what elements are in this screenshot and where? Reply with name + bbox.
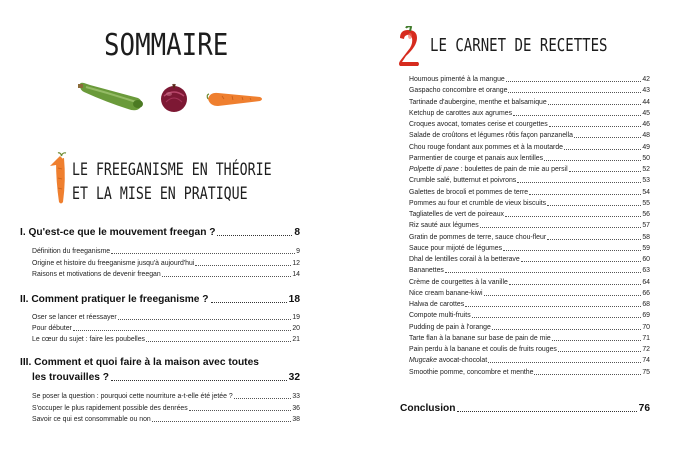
recipe-label-italic: Polpette di pane	[409, 166, 459, 173]
vegetables-illustration	[72, 78, 272, 114]
toc-leader-dots	[549, 126, 642, 127]
toc-leader-dots	[574, 137, 641, 138]
recipe-label: Pudding de pain à l'orange	[409, 323, 491, 331]
toc-section-2[interactable]	[20, 293, 300, 306]
recipe-page-number: 59	[642, 244, 650, 252]
toc-leader-dots	[558, 351, 641, 352]
toc-page-number: 21	[292, 336, 300, 343]
recipe-page-number: 71	[642, 334, 650, 342]
toc-leader-dots	[508, 92, 641, 93]
recipe-item[interactable]	[409, 345, 650, 354]
toc-leader-dots	[211, 302, 287, 303]
recipe-item[interactable]	[409, 188, 650, 197]
recipe-page-number: 56	[642, 211, 650, 218]
recipe-label: Houmous pimenté à la mangue	[409, 76, 505, 83]
recipe-item[interactable]	[409, 323, 650, 332]
recipe-item[interactable]	[409, 244, 650, 253]
recipe-item[interactable]	[409, 334, 650, 343]
recipe-label: Tarte flan à la banane sur base de pain de mie	[409, 334, 551, 342]
toc-leader-dots	[513, 115, 641, 116]
recipe-item[interactable]	[409, 143, 650, 152]
recipe-label: Croques avocat, tomates cerise et courgettes	[409, 121, 548, 128]
toc-leader-dots	[189, 410, 292, 411]
recipe-label: Chou rouge fondant aux pommes et à la moutarde	[409, 143, 563, 151]
recipe-item[interactable]	[409, 109, 650, 118]
recipe-item[interactable]	[409, 154, 650, 163]
toc-leader-dots	[492, 329, 642, 330]
toc-leader-dots	[521, 261, 642, 262]
recipe-page-number: 54	[642, 188, 650, 196]
recipe-page-number: 60	[642, 256, 650, 263]
toc-page-number: 76	[638, 403, 650, 414]
recipe-item[interactable]	[409, 131, 650, 140]
recipe-label: Riz sauté aux légumes	[409, 222, 479, 230]
toc-leader-dots	[505, 216, 641, 217]
pepper-number-two-icon	[396, 26, 422, 68]
toc-section-label: Conclusion	[400, 403, 456, 414]
recipe-label: Crème de courgettes à la vanille	[409, 278, 508, 286]
toc-leader-dots	[472, 317, 642, 318]
toc-item[interactable]	[32, 247, 300, 256]
recipe-label: Salade de croûtons et légumes rôtis façon panzanella	[409, 132, 573, 140]
toc-page-number: 19	[292, 314, 300, 321]
recipe-page-number: 46	[642, 121, 650, 128]
recipe-label: Halwa de carottes	[409, 301, 465, 308]
recipe-page-number: 70	[642, 323, 650, 331]
recipe-item[interactable]	[409, 221, 650, 230]
toc-leader-dots	[517, 182, 641, 183]
recipe-page-number: 50	[642, 154, 650, 162]
toc-leader-dots	[195, 265, 291, 266]
page-title: SOMMAIRE	[104, 28, 229, 63]
toc-item[interactable]	[32, 404, 300, 413]
toc-page-number: 9	[296, 248, 300, 255]
red-onion-icon	[158, 82, 190, 114]
recipe-page-number: 69	[642, 312, 650, 320]
toc-item-label: Origine et histoire du freeganisme jusqu'à aujourd'hui	[32, 260, 195, 267]
recipe-label: Tagliatelles de vert de poireaux	[409, 211, 504, 218]
recipe-item[interactable]	[409, 255, 650, 264]
toc-section-3[interactable]	[32, 371, 300, 384]
toc-leader-dots	[217, 235, 292, 236]
recipe-label: Crumble salé, butternut et poivrons	[409, 177, 517, 185]
recipe-page-number: 74	[642, 357, 650, 365]
toc-leader-dots	[445, 272, 641, 273]
recipe-page-number: 75	[642, 368, 650, 376]
recipe-label	[409, 356, 487, 365]
toc-item[interactable]	[32, 415, 300, 424]
part-one-title-line2: ET LA MISE EN PRATIQUE	[72, 184, 248, 204]
toc-page-number: 36	[292, 405, 300, 412]
toc-section-1[interactable]	[20, 226, 300, 239]
recipe-label	[409, 165, 568, 174]
recipe-label: Galettes de brocoli et pommes de terre	[409, 188, 529, 196]
recipe-label: Ketchup de carottes aux agrumes	[409, 109, 513, 117]
toc-item[interactable]	[32, 259, 300, 268]
recipe-item[interactable]	[409, 278, 650, 287]
toc-item[interactable]	[32, 324, 300, 333]
toc-leader-dots	[118, 319, 292, 320]
recipe-page-number: 53	[642, 177, 650, 185]
recipe-item[interactable]	[409, 289, 650, 298]
toc-leader-dots	[547, 205, 641, 206]
toc-item-label: Savoir ce qui est consommable ou non	[32, 416, 151, 423]
part-one-title-line1: LE FREEGANISME EN THÉORIE	[72, 160, 272, 180]
toc-conclusion[interactable]	[400, 402, 650, 415]
recipe-label: Dhal de lentilles corail à la betterave	[409, 256, 520, 263]
recipe-item[interactable]	[409, 266, 650, 275]
toc-item-label: Se poser la question : pourquoi cette nourriture a-t-elle été jetée ?	[32, 393, 233, 400]
recipe-page-number: 63	[642, 267, 650, 275]
toc-leader-dots	[503, 250, 641, 251]
right-page	[350, 0, 700, 450]
toc-leader-dots	[162, 276, 292, 277]
recipe-item[interactable]	[409, 356, 650, 365]
toc-leader-dots	[547, 239, 641, 240]
recipe-label: Pain perdu à la banane et coulis de fruits rouges	[409, 346, 557, 353]
recipe-page-number: 58	[642, 233, 650, 241]
recipe-item[interactable]	[409, 86, 650, 95]
recipe-label: Pommes au four et crumble de vieux biscuits	[409, 199, 547, 207]
toc-leader-dots	[564, 149, 641, 150]
recipe-page-number: 64	[642, 278, 650, 286]
recipe-label-rest: avocat-chocolat	[436, 357, 488, 365]
toc-page-number: 33	[292, 393, 300, 400]
toc-item-label: Pour débuter	[32, 325, 72, 332]
recipe-item[interactable]	[409, 98, 650, 107]
recipe-label: Nice cream banane-kiwi	[409, 289, 483, 297]
recipe-item[interactable]	[409, 165, 650, 174]
recipe-item[interactable]	[409, 75, 650, 84]
zucchini-icon	[76, 78, 146, 114]
toc-item-label: Définition du freeganisme	[32, 248, 111, 255]
toc-leader-dots	[569, 171, 642, 172]
recipe-page-number: 52	[642, 166, 650, 173]
toc-leader-dots	[111, 380, 287, 381]
toc-leader-dots	[548, 104, 642, 105]
recipe-page-number: 44	[642, 98, 650, 106]
toc-leader-dots	[465, 306, 641, 307]
toc-item-label: Oser se lancer et réessayer	[32, 314, 117, 321]
toc-page-number: 12	[292, 260, 300, 267]
recipe-label: Gratin de pommes de terre, sauce chou-fleur	[409, 233, 547, 241]
toc-leader-dots	[457, 411, 636, 412]
recipe-label: Parmentier de courge et panais aux lentilles	[409, 154, 544, 162]
recipe-page-number: 57	[642, 222, 650, 230]
recipe-page-number: 45	[642, 109, 650, 117]
carrot-number-one-icon	[46, 152, 70, 206]
recipe-item[interactable]	[409, 120, 650, 129]
recipe-item[interactable]	[409, 176, 650, 185]
recipe-item[interactable]	[409, 311, 650, 320]
recipe-page-number: 42	[642, 76, 650, 83]
recipe-label-italic: Mugcake	[409, 357, 437, 365]
recipe-page-number: 55	[642, 199, 650, 207]
recipe-label: Sauce pour mijoté de légumes	[409, 244, 503, 252]
toc-leader-dots	[484, 295, 642, 296]
recipe-label: Compote multi-fruits	[409, 312, 471, 320]
toc-page-number: 32	[288, 372, 300, 383]
recipe-item[interactable]	[409, 300, 650, 309]
recipe-page-number: 72	[642, 346, 650, 353]
toc-item[interactable]	[32, 392, 300, 401]
recipe-label: Bananettes	[409, 267, 444, 275]
toc-section-label: I. Qu'est-ce que le mouvement freegan ?	[20, 227, 216, 238]
toc-item-label: Raisons et motivations de devenir freegan	[32, 271, 161, 278]
toc-page-number: 38	[292, 416, 300, 423]
toc-item[interactable]	[32, 270, 300, 279]
toc-page-number: 20	[292, 325, 300, 332]
toc-page-number: 8	[294, 227, 300, 238]
toc-leader-dots	[111, 253, 295, 254]
toc-section-label: II. Comment pratiquer le freeganisme ?	[20, 294, 209, 305]
toc-leader-dots	[506, 81, 642, 82]
recipe-label: Tartinade d'aubergine, menthe et balsamique	[409, 98, 547, 106]
recipe-item[interactable]	[409, 368, 650, 377]
recipe-page-number: 66	[642, 289, 650, 297]
toc-leader-dots	[73, 330, 291, 331]
recipe-page-number: 68	[642, 301, 650, 308]
toc-leader-dots	[146, 341, 291, 342]
toc-leader-dots	[480, 227, 642, 228]
toc-leader-dots	[529, 194, 641, 195]
carrot-icon	[206, 88, 266, 110]
toc-leader-dots	[234, 398, 292, 399]
toc-leader-dots	[509, 284, 642, 285]
recipe-item[interactable]	[409, 233, 650, 242]
toc-leader-dots	[534, 374, 641, 375]
toc-section-3-line1[interactable]: III. Comment et quoi faire à la maison avec toutes	[20, 357, 259, 368]
part-two-title: LE CARNET DE RECETTES	[430, 35, 608, 56]
recipe-page-number: 49	[642, 143, 650, 151]
toc-page-number: 18	[288, 294, 300, 305]
recipe-label-rest: : boulettes de pain de mie au persil	[458, 166, 568, 173]
toc-leader-dots	[552, 340, 642, 341]
recipe-label: Gaspacho concombre et orange	[409, 87, 508, 95]
toc-leader-dots	[152, 421, 292, 422]
recipe-item[interactable]	[409, 199, 650, 208]
toc-item[interactable]	[32, 335, 300, 344]
recipe-item[interactable]	[409, 210, 650, 219]
toc-item-label: Le cœur du sujet : faire les poubelles	[32, 336, 145, 343]
toc-item[interactable]	[32, 313, 300, 322]
toc-leader-dots	[544, 160, 641, 161]
toc-item-label: S'occuper le plus rapidement possible des denrées	[32, 405, 188, 412]
recipe-label: Smoothie pomme, concombre et menthe	[409, 368, 534, 376]
toc-page-number: 14	[292, 271, 300, 278]
recipe-page-number: 48	[642, 132, 650, 140]
toc-leader-dots	[488, 362, 641, 363]
toc-section-label: les trouvailles ?	[32, 372, 110, 383]
recipe-page-number: 43	[642, 87, 650, 95]
